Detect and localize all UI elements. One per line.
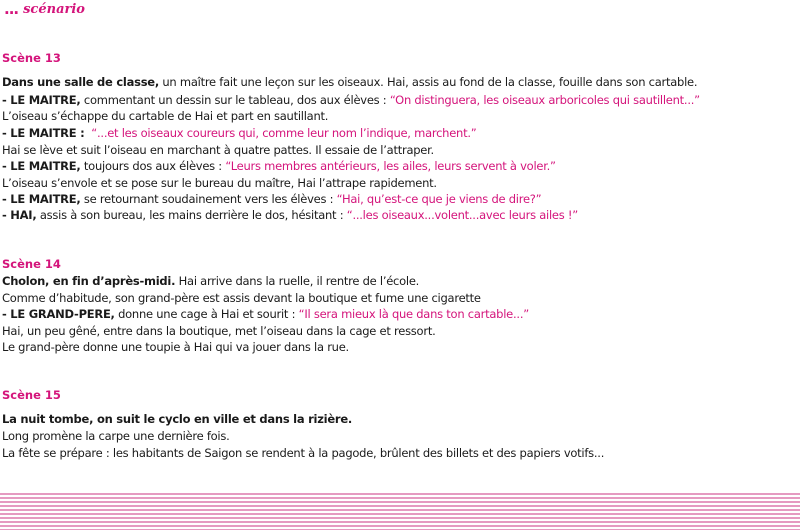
scene-13-line-9: - HAI, assis à son bureau, les mains derrière le dos, hésitant : “...les oiseaux...volent...avec leurs ailes !” <box>2 208 578 222</box>
scene-14-title: Scène 14 <box>2 257 61 271</box>
section-header <box>4 0 85 18</box>
scene-15-line-1: La nuit tombe, on suit le cyclo en ville et dans la rizière. <box>2 412 353 426</box>
header-dots: ... <box>4 0 19 18</box>
scene-15-line-2: Long promène la carpe une dernière fois. <box>2 429 230 443</box>
scene-13-line-4: - LE MAITRE : “...et les oiseaux coureurs qui, comme leur nom l’indique, marchent.” <box>2 126 477 140</box>
scene-13-line-6: - LE MAITRE, toujours dos aux élèves : “Leurs membres antérieurs, les ailes, leurs servent à voler.” <box>2 159 556 173</box>
scene-15-title: Scène 15 <box>2 388 61 402</box>
header-title: scénario <box>23 1 85 17</box>
scene-13-line-8: - LE MAITRE, se retournant soudainement vers les élèves : “Hai, qu’est-ce que je viens de dire?” <box>2 192 542 206</box>
scene-14-line-1: Cholon, en fin d’après-midi. Hai arrive dans la ruelle, il rentre de l’école. <box>2 274 420 288</box>
scene-14-line-4: Hai, un peu gêné, entre dans la boutique, met l’oiseau dans la cage et ressort. <box>2 324 436 338</box>
scene-14-line-3: - LE GRAND-PERE, donne une cage à Hai et sourit : “Il sera mieux là que dans ton cartable...” <box>2 307 529 321</box>
scene-13-line-7: L’oiseau s’envole et se pose sur le bureau du maître, Hai l’attrape rapidement. <box>2 176 437 190</box>
scene-13-line-5: Hai se lève et suit l’oiseau en marchant à quatre pattes. Il essaie de l’attraper. <box>2 143 434 157</box>
decorative-stripes <box>0 493 800 530</box>
scene-14-line-2: Comme d’habitude, son grand-père est assis devant la boutique et fume une cigarette <box>2 291 481 305</box>
scene-13-line-2: - LE MAITRE, commentant un dessin sur le tableau, dos aux élèves : “On distinguera, les oiseaux arboricoles qui sautillent...” <box>2 93 700 107</box>
scene-14-line-5: Le grand-père donne une toupie à Hai qui va jouer dans la rue. <box>2 340 349 354</box>
scene-13-line-1: Dans une salle de classe, un maître fait une leçon sur les oiseaux. Hai, assis au fond de la classe, fouille dans son cartable. <box>2 75 698 89</box>
scene-13-line-3: L’oiseau s’échappe du cartable de Hai et part en sautillant. <box>2 109 329 123</box>
scene-13-title: Scène 13 <box>2 51 61 65</box>
scene-15-line-3: La fête se prépare : les habitants de Saigon se rendent à la pagode, brûlent des billets et des papiers votifs... <box>2 446 605 460</box>
